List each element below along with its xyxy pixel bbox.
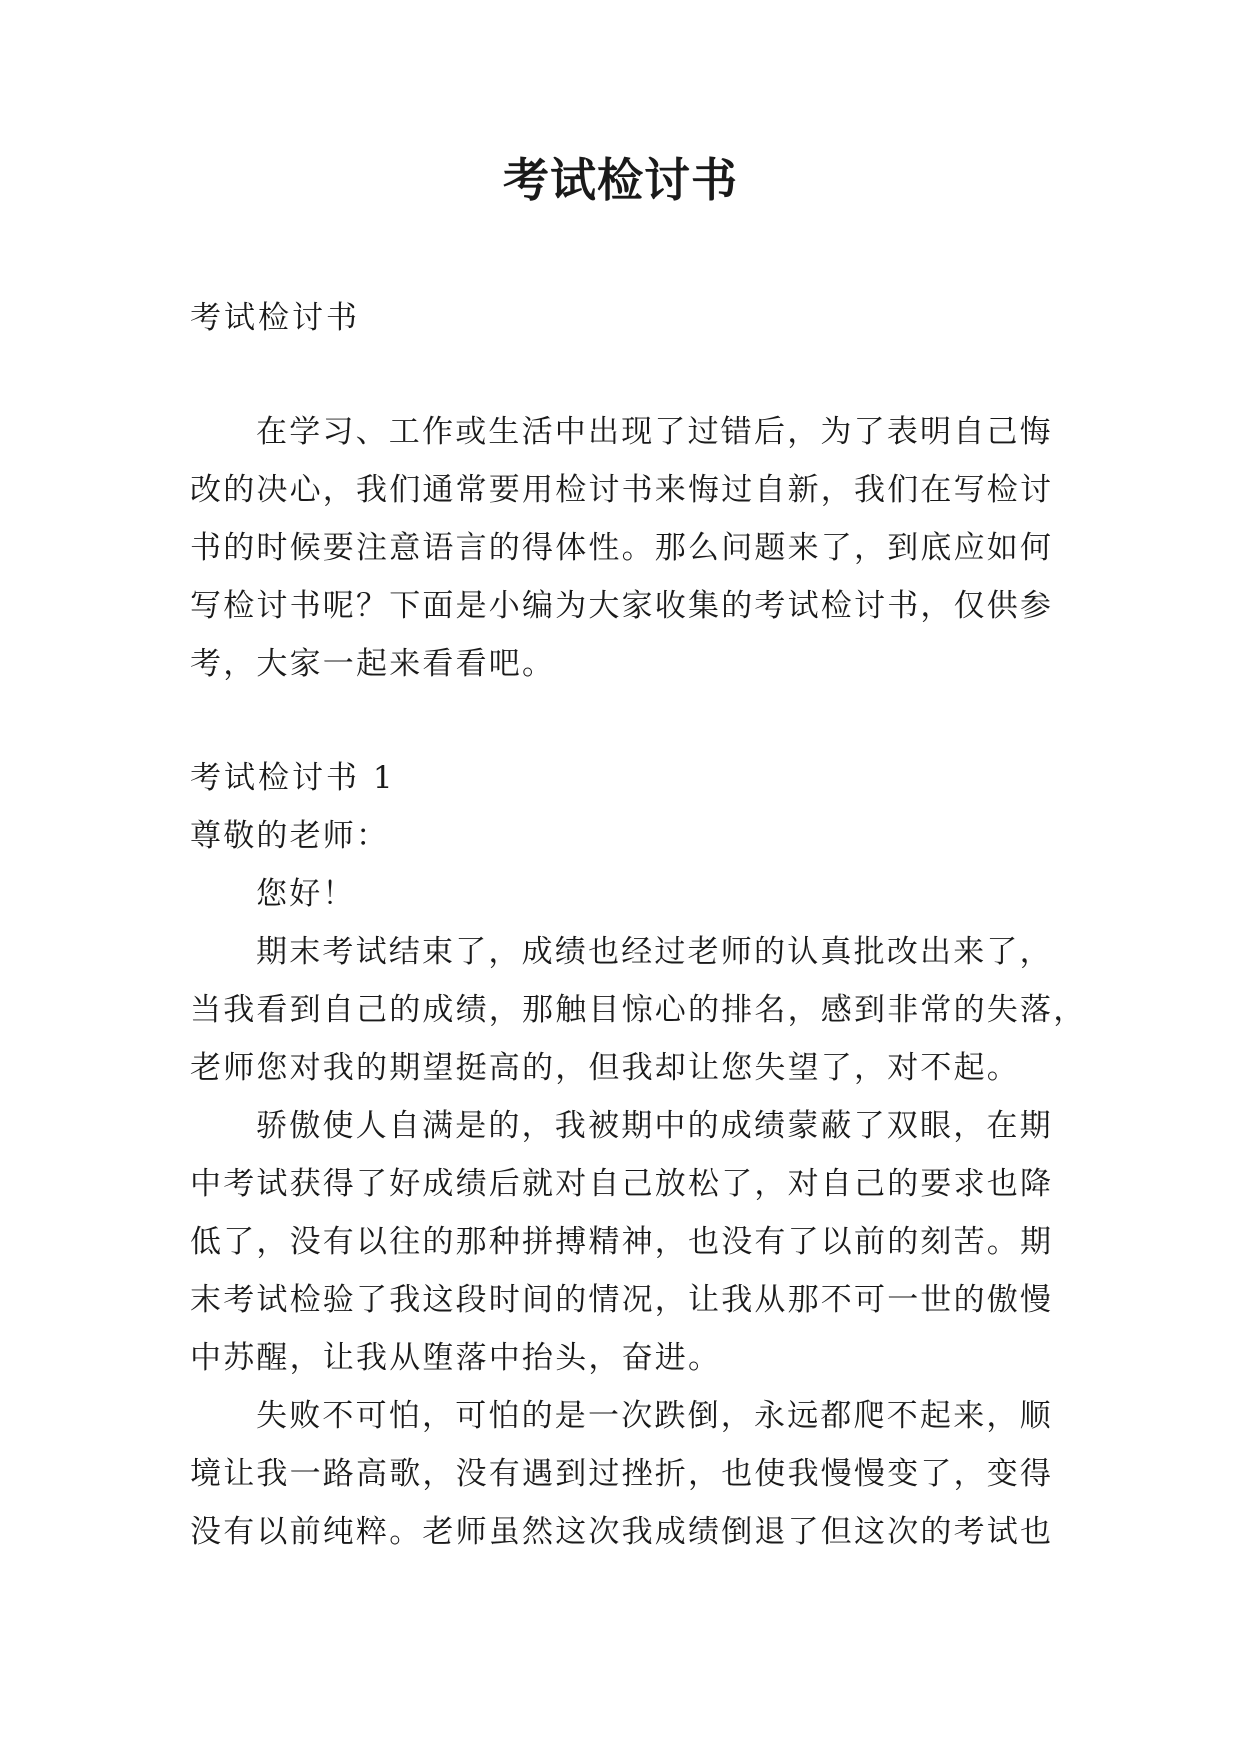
section-heading: 考试检讨书 1 — [190, 760, 396, 796]
paragraph-line: 老师您对我的期望挺高的，但我却让您失望了，对不起。 — [190, 1050, 1020, 1086]
paragraph-line: 骄傲使人自满是的，我被期中的成绩蒙蔽了双眼，在期 — [256, 1108, 1053, 1144]
document-subtitle: 考试检讨书 — [190, 300, 360, 336]
intro-line: 考，大家一起来看看吧。 — [190, 646, 556, 682]
paragraph-line: 没有以前纯粹。老师虽然这次我成绩倒退了但这次的考试也 — [190, 1514, 1054, 1550]
document-title: 考试检讨书 — [503, 153, 738, 207]
paragraph-line: 低了，没有以往的那种拼搏精神，也没有了以前的刻苦。期 — [190, 1224, 1054, 1260]
salutation: 尊敬的老师： — [190, 818, 390, 854]
paragraph-line: 当我看到自己的成绩，那触目惊心的排名，感到非常的失落， — [190, 992, 1087, 1028]
intro-line: 写检讨书呢？下面是小编为大家收集的考试检讨书，仅供参 — [190, 588, 1054, 624]
greeting: 您好！ — [256, 876, 356, 912]
intro-line: 书的时候要注意语言的得体性。那么问题来了，到底应如何 — [190, 530, 1054, 566]
paragraph-line: 末考试检验了我这段时间的情况，让我从那不可一世的傲慢 — [190, 1282, 1054, 1318]
paragraph-line: 期末考试结束了，成绩也经过老师的认真批改出来了， — [256, 934, 1053, 970]
paragraph-line: 失败不可怕，可怕的是一次跌倒，永远都爬不起来，顺 — [256, 1398, 1053, 1434]
paragraph-line: 中苏醒，让我从堕落中抬头，奋进。 — [190, 1340, 722, 1376]
paragraph-line: 中考试获得了好成绩后就对自己放松了，对自己的要求也降 — [190, 1166, 1054, 1202]
intro-line: 改的决心，我们通常要用检讨书来悔过自新，我们在写检讨 — [190, 472, 1054, 508]
intro-line: 在学习、工作或生活中出现了过错后，为了表明自己悔 — [256, 414, 1053, 450]
paragraph-line: 境让我一路高歌，没有遇到过挫折，也使我慢慢变了，变得 — [190, 1456, 1054, 1492]
